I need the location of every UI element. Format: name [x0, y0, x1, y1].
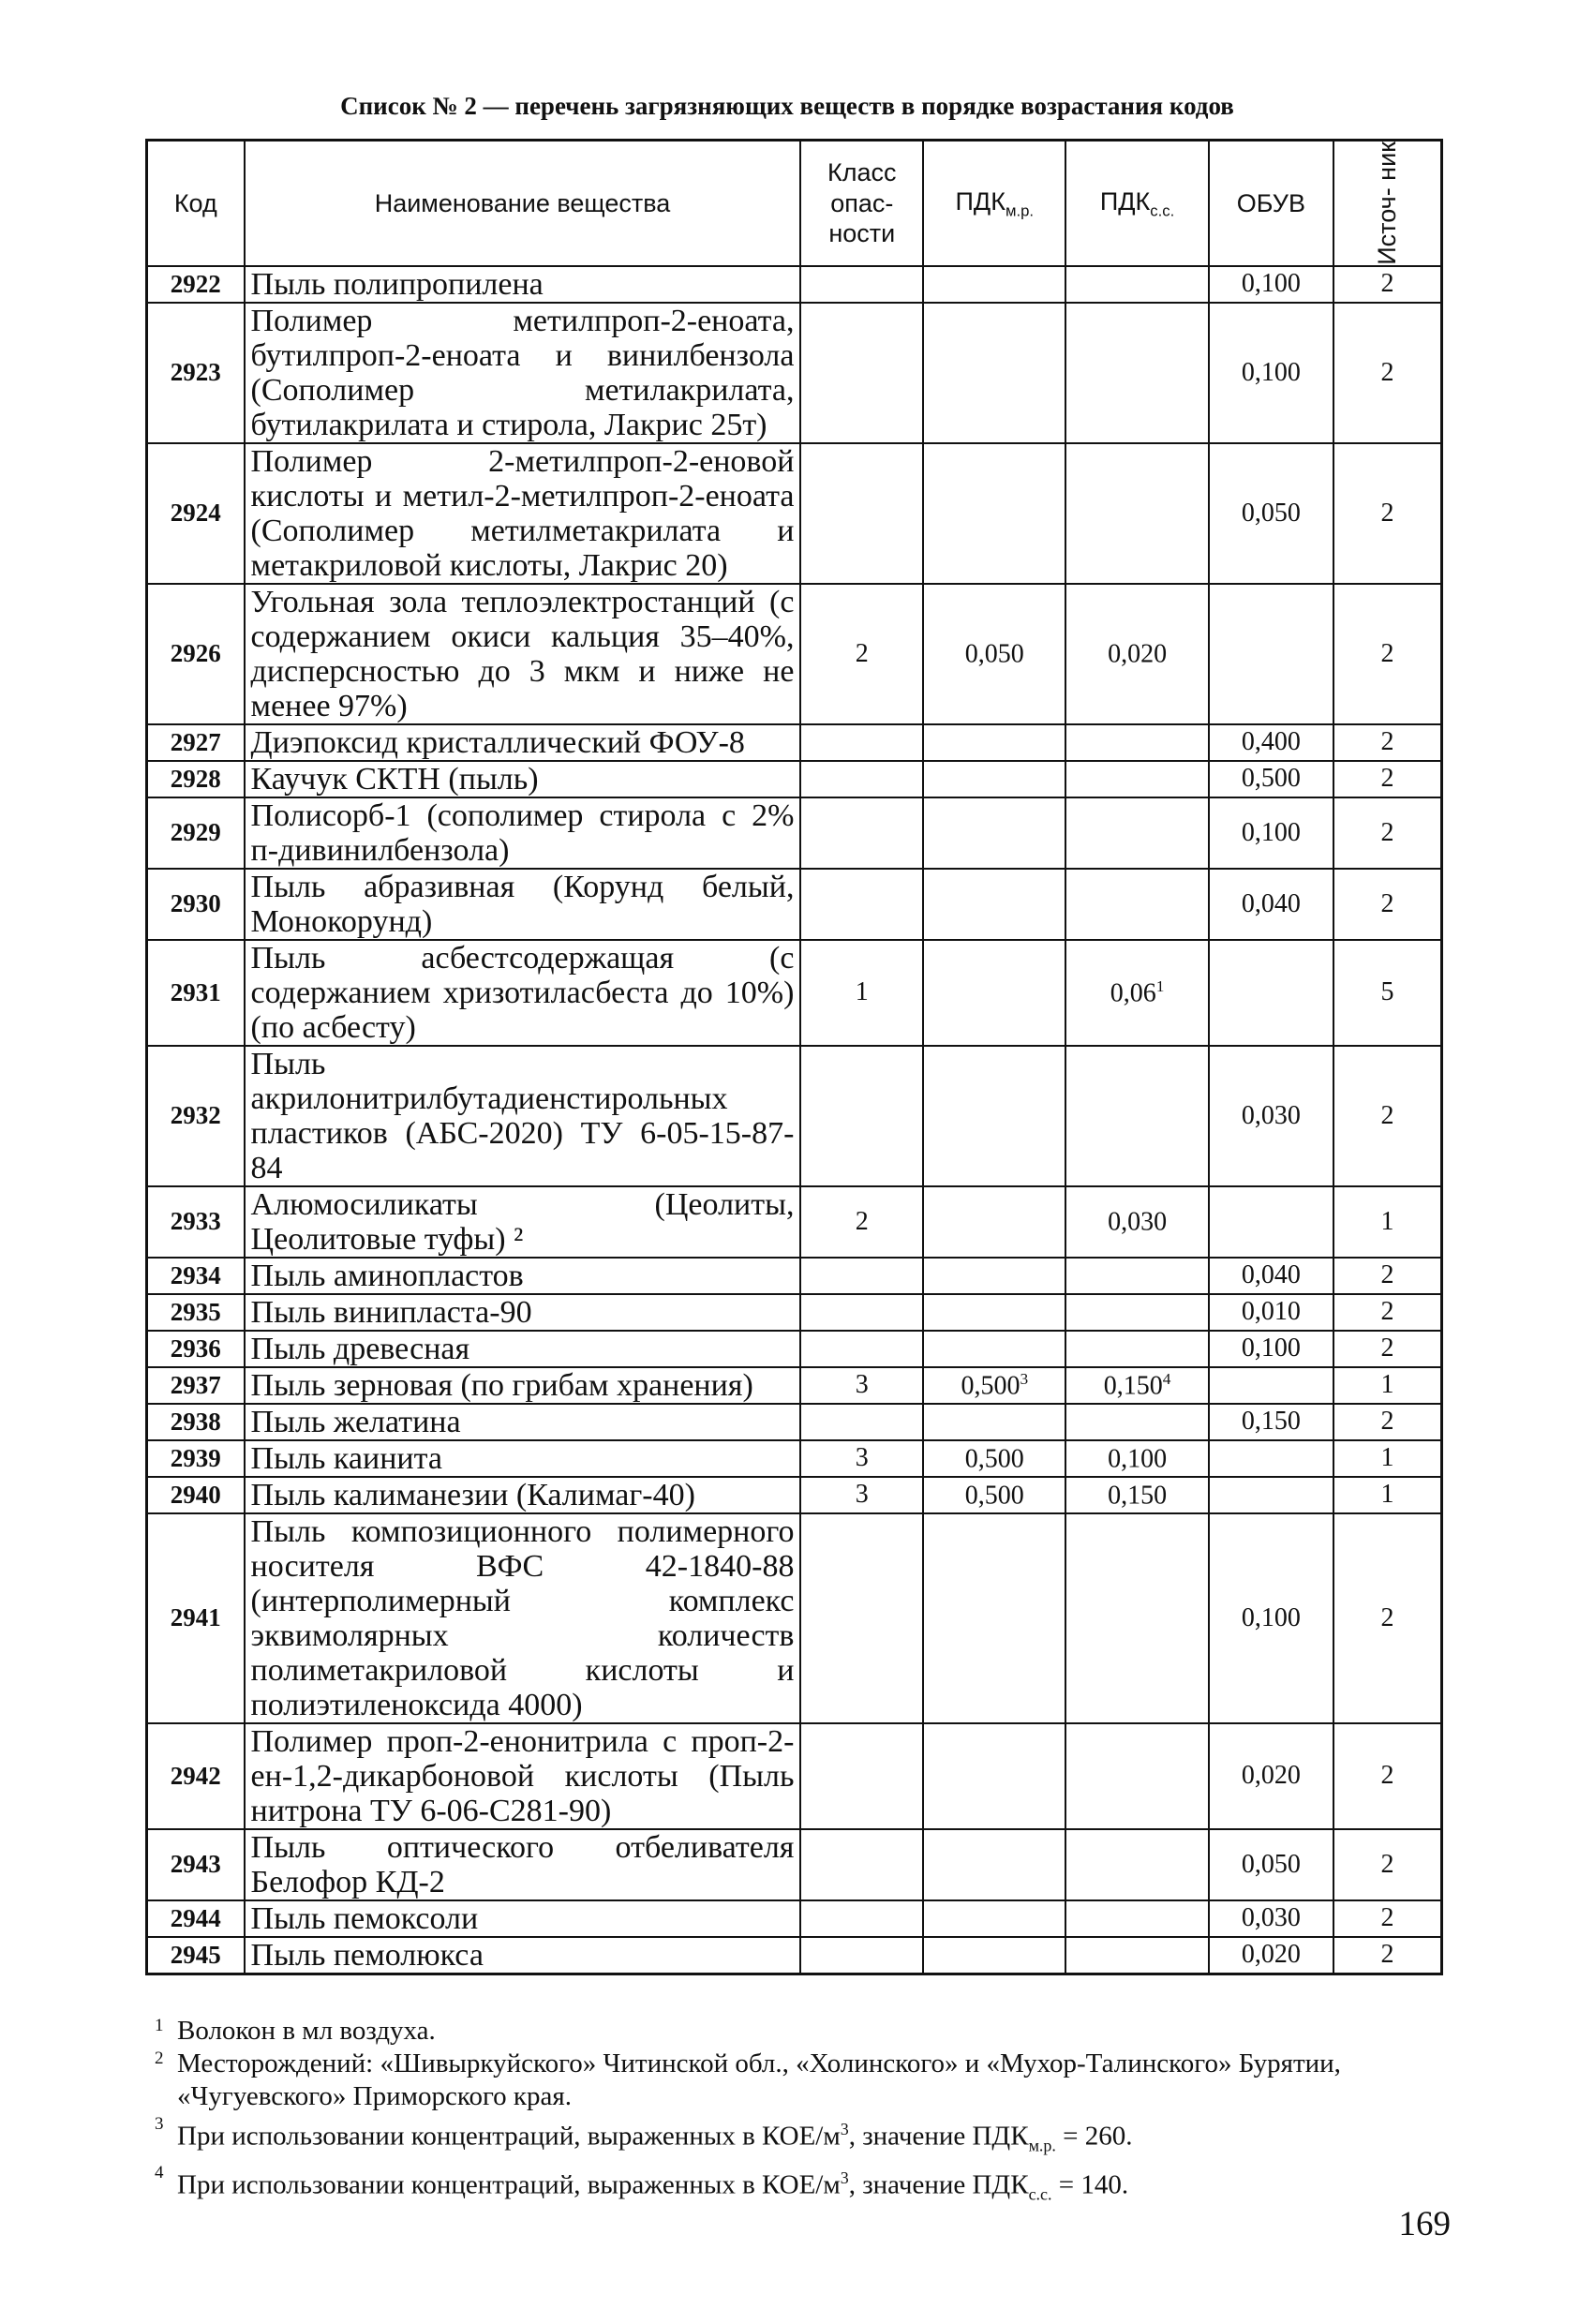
footnote-4-sub: с.с. [1028, 2184, 1052, 2204]
cell-pdk-ss [1065, 1294, 1208, 1331]
cell-hazard-class [800, 1723, 923, 1829]
cell-pdk-ss [1065, 869, 1208, 940]
cell-pdk-mr [923, 443, 1065, 584]
footnote-2-mark: 2 [155, 2048, 164, 2068]
footnote-3-exp: 3 [840, 2120, 849, 2138]
cell-obuv [1209, 1186, 1333, 1258]
cell-hazard-class [800, 303, 923, 443]
cell-source: 2 [1333, 724, 1442, 761]
cell-source: 2 [1333, 266, 1442, 303]
footnotes [155, 2015, 1443, 2212]
cell-pdk-ss [1065, 266, 1208, 303]
cell-hazard-class: 1 [800, 940, 923, 1046]
header-source [1333, 141, 1442, 266]
cell-pdk-mr-value: 0,500 [964, 1443, 1024, 1473]
cell-name: Каучук СКТН (пыль) [245, 761, 801, 797]
cell-pdk-ss [1065, 1404, 1208, 1440]
header-pdk-ss-main: ПДК [1099, 186, 1151, 216]
cell-pdk-ss-value: 0,150 [1103, 1370, 1163, 1400]
cell-code: 2927 [147, 724, 245, 761]
cell-pdk-mr-value: 0,500 [964, 1480, 1024, 1510]
table-row [147, 869, 1442, 940]
cell-hazard-class [800, 1900, 923, 1937]
cell-code: 2936 [147, 1331, 245, 1367]
cell-pdk-mr [923, 761, 1065, 797]
cell-hazard-class [800, 724, 923, 761]
table-row [147, 443, 1442, 584]
header-pdk-ss [1065, 141, 1208, 266]
cell-hazard-class [800, 869, 923, 940]
cell-pdk-mr [923, 940, 1065, 1046]
footnote-1 [155, 2015, 1443, 2048]
cell-source: 2 [1333, 1723, 1442, 1829]
footnote-2-text: Месторождений: «Шивыркуйского» Читинской обл., «Холинского» и «Мухор-Талинского» Бурятии, «Чугуевского» Приморского края. [177, 2048, 1341, 2111]
header-pdk-ss-sub: с.с. [1150, 201, 1175, 220]
cell-hazard-class: 2 [800, 584, 923, 724]
header-hazard-class: Класс опас- ности [800, 141, 923, 266]
cell-source: 2 [1333, 1294, 1442, 1331]
cell-pdk-mr [923, 1367, 1065, 1404]
footnote-3-sub: м.р. [1028, 2136, 1056, 2155]
cell-name: Пыль акрилонитрилбутадиенстирольных пластиков (АБС-2020) ТУ 6-05-15-87-84 [245, 1046, 801, 1186]
cell-pdk-ss [1065, 1258, 1208, 1294]
cell-source: 2 [1333, 1513, 1442, 1723]
cell-pdk-ss [1065, 724, 1208, 761]
table-row [147, 1900, 1442, 1937]
page-number: 169 [1398, 2205, 1451, 2243]
footnote-4-post: = 140. [1051, 2170, 1129, 2201]
cell-name: Пыль пемоксоли [245, 1900, 801, 1937]
cell-pdk-ss-value: 0,06 [1110, 977, 1156, 1007]
table-row [147, 1258, 1442, 1294]
cell-pdk-mr-value: 0,500 [961, 1370, 1020, 1400]
cell-pdk-ss [1065, 1186, 1208, 1258]
cell-source: 5 [1333, 940, 1442, 1046]
cell-source: 2 [1333, 1900, 1442, 1937]
cell-source: 2 [1333, 1258, 1442, 1294]
cell-pdk-mr [923, 1900, 1065, 1937]
cell-obuv: 0,100 [1209, 1331, 1333, 1367]
cell-code: 2924 [147, 443, 245, 584]
cell-obuv: 0,150 [1209, 1404, 1333, 1440]
header-pdk-mr [923, 141, 1065, 266]
cell-obuv: 0,050 [1209, 443, 1333, 584]
cell-name: Полимер проп-2-енонитрила с проп-2-ен-1,2-дикарбоновой кислоты (Пыль нитрона ТУ 6-06-С281-90) [245, 1723, 801, 1829]
cell-source: 2 [1333, 584, 1442, 724]
cell-hazard-class: 3 [800, 1477, 923, 1513]
cell-pdk-ss [1065, 1331, 1208, 1367]
cell-name: Пыль полипропилена [245, 266, 801, 303]
cell-obuv: 0,100 [1209, 797, 1333, 869]
cell-pdk-ss-value: 0,150 [1108, 1480, 1168, 1510]
table-body [147, 266, 1442, 1974]
cell-hazard-class [800, 1331, 923, 1367]
cell-source: 2 [1333, 1046, 1442, 1186]
cell-pdk-ss-footnote-ref: 1 [1155, 976, 1165, 995]
cell-name: Полимер 2-метилпроп-2-еновой кислоты и метил-2-метилпроп-2-еноата (Сополимер метилметакрилата и метакриловой кислоты, Лакрис 20) [245, 443, 801, 584]
substances-table [145, 139, 1443, 1975]
cell-code: 2930 [147, 869, 245, 940]
cell-code: 2939 [147, 1440, 245, 1477]
cell-pdk-ss [1065, 1046, 1208, 1186]
table-row [147, 1829, 1442, 1900]
cell-pdk-ss [1065, 1367, 1208, 1404]
header-name: Наименование вещества [245, 141, 801, 266]
table-row [147, 940, 1442, 1046]
table-row [147, 303, 1442, 443]
cell-pdk-ss [1065, 1829, 1208, 1900]
cell-pdk-mr-footnote-ref: 3 [1020, 1369, 1029, 1388]
cell-code: 2932 [147, 1046, 245, 1186]
cell-pdk-mr [923, 724, 1065, 761]
cell-source: 2 [1333, 761, 1442, 797]
header-pdk-mr-sub: м.р. [1005, 201, 1035, 220]
cell-code: 2922 [147, 266, 245, 303]
cell-obuv [1209, 1477, 1333, 1513]
table-row [147, 1186, 1442, 1258]
cell-code: 2944 [147, 1900, 245, 1937]
table-row [147, 1046, 1442, 1186]
cell-source: 2 [1333, 797, 1442, 869]
cell-hazard-class [800, 443, 923, 584]
cell-name: Алюмосиликаты (Цеолиты, Цеолитовые туфы) ² [245, 1186, 801, 1258]
footnote-4 [155, 2162, 1443, 2211]
cell-code: 2929 [147, 797, 245, 869]
cell-pdk-ss [1065, 1900, 1208, 1937]
cell-obuv: 0,040 [1209, 869, 1333, 940]
cell-pdk-mr [923, 797, 1065, 869]
cell-hazard-class [800, 266, 923, 303]
cell-pdk-mr [923, 1331, 1065, 1367]
cell-source: 2 [1333, 443, 1442, 584]
cell-code: 2940 [147, 1477, 245, 1513]
cell-obuv [1209, 940, 1333, 1046]
table-row [147, 1440, 1442, 1477]
table-row [147, 584, 1442, 724]
cell-obuv: 0,010 [1209, 1294, 1333, 1331]
cell-name: Полимер метилпроп-2-еноата, бутилпроп-2-еноата и винилбензола (Сополимер метилакрилата, бутилакрилата и стирола, Лакрис 25т) [245, 303, 801, 443]
cell-hazard-class [800, 1513, 923, 1723]
cell-source: 2 [1333, 869, 1442, 940]
cell-name: Пыль зерновая (по грибам хранения) [245, 1367, 801, 1404]
cell-name: Пыль абразивная (Корунд белый, Монокорунд) [245, 869, 801, 940]
cell-source: 2 [1333, 1937, 1442, 1974]
table-row [147, 1723, 1442, 1829]
table-row [147, 266, 1442, 303]
cell-pdk-mr [923, 1937, 1065, 1974]
cell-pdk-ss [1065, 1937, 1208, 1974]
cell-name: Пыль каинита [245, 1440, 801, 1477]
cell-code: 2937 [147, 1367, 245, 1404]
cell-code: 2934 [147, 1258, 245, 1294]
cell-hazard-class: 2 [800, 1186, 923, 1258]
header-code: Код [147, 141, 245, 266]
table-row [147, 797, 1442, 869]
cell-name: Пыль желатина [245, 1404, 801, 1440]
cell-source: 1 [1333, 1477, 1442, 1513]
cell-obuv [1209, 1440, 1333, 1477]
cell-code: 2931 [147, 940, 245, 1046]
cell-hazard-class [800, 1937, 923, 1974]
cell-code: 2943 [147, 1829, 245, 1900]
cell-pdk-ss-value: 0,100 [1108, 1443, 1168, 1473]
cell-hazard-class: 3 [800, 1440, 923, 1477]
cell-code: 2938 [147, 1404, 245, 1440]
cell-name: Пыль винипласта-90 [245, 1294, 801, 1331]
cell-code: 2926 [147, 584, 245, 724]
cell-obuv: 0,100 [1209, 266, 1333, 303]
cell-obuv [1209, 1367, 1333, 1404]
cell-obuv: 0,400 [1209, 724, 1333, 761]
cell-pdk-mr [923, 1829, 1065, 1900]
cell-pdk-mr [923, 1046, 1065, 1186]
cell-pdk-mr-value: 0,050 [964, 639, 1024, 669]
footnote-3-pre: При использовании концентраций, выраженных в КОЕ/м [177, 2121, 841, 2152]
cell-pdk-ss [1065, 1723, 1208, 1829]
cell-obuv: 0,100 [1209, 1513, 1333, 1723]
cell-obuv: 0,030 [1209, 1046, 1333, 1186]
cell-pdk-mr [923, 1294, 1065, 1331]
cell-obuv: 0,020 [1209, 1723, 1333, 1829]
footnote-4-exp: 3 [840, 2168, 849, 2188]
cell-pdk-mr [923, 584, 1065, 724]
footnote-4-pre: При использовании концентраций, выраженных в КОЕ/м [177, 2170, 841, 2201]
cell-pdk-mr [923, 869, 1065, 940]
cell-code: 2945 [147, 1937, 245, 1974]
cell-name: Пыль аминопластов [245, 1258, 801, 1294]
footnote-3-post: = 260. [1055, 2121, 1133, 2152]
cell-name: Диэпоксид кристаллический ФОУ-8 [245, 724, 801, 761]
cell-obuv: 0,500 [1209, 761, 1333, 797]
table-row [147, 1294, 1442, 1331]
cell-source: 2 [1333, 303, 1442, 443]
header-source-label: Источ- ник [1372, 142, 1401, 265]
cell-code: 2923 [147, 303, 245, 443]
cell-pdk-mr [923, 1404, 1065, 1440]
footnote-1-mark: 1 [155, 2016, 164, 2035]
cell-pdk-ss [1065, 584, 1208, 724]
cell-name: Полисорб-1 (сополимер стирола с 2% п-дивинилбензола) [245, 797, 801, 869]
cell-pdk-mr [923, 266, 1065, 303]
cell-code: 2941 [147, 1513, 245, 1723]
cell-code: 2942 [147, 1723, 245, 1829]
cell-pdk-mr [923, 1477, 1065, 1513]
table-row [147, 724, 1442, 761]
cell-obuv: 0,030 [1209, 1900, 1333, 1937]
cell-source: 1 [1333, 1367, 1442, 1404]
cell-pdk-ss-value: 0,030 [1108, 1207, 1168, 1237]
cell-hazard-class [800, 1829, 923, 1900]
cell-pdk-mr [923, 1440, 1065, 1477]
cell-name: Пыль калиманезии (Калимаг-40) [245, 1477, 801, 1513]
cell-name: Пыль древесная [245, 1331, 801, 1367]
cell-pdk-ss [1065, 1513, 1208, 1723]
cell-name: Угольная зола теплоэлектростанций (с содержанием окиси кальция 35–40%, дисперсностью до 3 мкм и ниже не менее 97%) [245, 584, 801, 724]
cell-pdk-mr [923, 1513, 1065, 1723]
cell-pdk-ss [1065, 761, 1208, 797]
cell-code: 2933 [147, 1186, 245, 1258]
cell-source: 2 [1333, 1404, 1442, 1440]
footnote-3-mid: , значение ПДК [848, 2121, 1029, 2152]
cell-obuv: 0,040 [1209, 1258, 1333, 1294]
footnote-2 [155, 2048, 1443, 2113]
cell-obuv: 0,100 [1209, 303, 1333, 443]
table-row [147, 1513, 1442, 1723]
cell-source: 1 [1333, 1440, 1442, 1477]
cell-hazard-class [800, 797, 923, 869]
cell-hazard-class [800, 761, 923, 797]
table-row [147, 1331, 1442, 1367]
cell-pdk-ss [1065, 797, 1208, 869]
cell-pdk-ss [1065, 443, 1208, 584]
cell-pdk-ss [1065, 940, 1208, 1046]
cell-pdk-mr [923, 303, 1065, 443]
cell-pdk-ss [1065, 303, 1208, 443]
table-row [147, 761, 1442, 797]
cell-hazard-class [800, 1404, 923, 1440]
cell-pdk-ss-footnote-ref: 4 [1162, 1369, 1171, 1388]
footnote-3 [155, 2113, 1443, 2162]
cell-hazard-class: 3 [800, 1367, 923, 1404]
cell-source: 2 [1333, 1331, 1442, 1367]
table-row [147, 1404, 1442, 1440]
table-row [147, 1937, 1442, 1974]
list-title: Список № 2 — перечень загрязняющих веществ в порядке возрастания кодов [340, 92, 1234, 120]
cell-obuv: 0,050 [1209, 1829, 1333, 1900]
cell-obuv [1209, 584, 1333, 724]
cell-obuv: 0,020 [1209, 1937, 1333, 1974]
table-row [147, 1367, 1442, 1404]
footnote-4-mark: 4 [155, 2163, 164, 2183]
cell-pdk-ss [1065, 1440, 1208, 1477]
footnote-4-mid: , значение ПДК [848, 2170, 1029, 2201]
cell-pdk-mr [923, 1723, 1065, 1829]
cell-code: 2935 [147, 1294, 245, 1331]
cell-name: Пыль композиционного полимерного носителя ВФС 42-1840-88 (интерполимерный комплекс эквимолярных количеств полиметакриловой кислоты и полиэтиленоксида 4000) [245, 1513, 801, 1723]
header-pdk-mr-main: ПДК [955, 186, 1006, 216]
table-row [147, 1477, 1442, 1513]
cell-pdk-mr [923, 1258, 1065, 1294]
cell-name: Пыль асбестсодержащая (с содержанием хризотиласбеста до 10%) (по асбесту) [245, 940, 801, 1046]
header-obuv: ОБУВ [1209, 141, 1333, 266]
cell-pdk-ss-value: 0,020 [1108, 639, 1168, 669]
cell-source: 2 [1333, 1829, 1442, 1900]
cell-source: 1 [1333, 1186, 1442, 1258]
footnote-3-mark: 3 [155, 2114, 164, 2134]
footnote-1-text: Волокон в мл воздуха. [177, 2016, 436, 2046]
cell-name: Пыль пемолюкса [245, 1937, 801, 1974]
cell-pdk-ss [1065, 1477, 1208, 1513]
table-header-row [147, 141, 1442, 266]
cell-hazard-class [800, 1258, 923, 1294]
cell-hazard-class [800, 1294, 923, 1331]
cell-pdk-mr [923, 1186, 1065, 1258]
cell-name: Пыль оптического отбеливателя Белофор КД-2 [245, 1829, 801, 1900]
cell-code: 2928 [147, 761, 245, 797]
cell-hazard-class [800, 1046, 923, 1186]
